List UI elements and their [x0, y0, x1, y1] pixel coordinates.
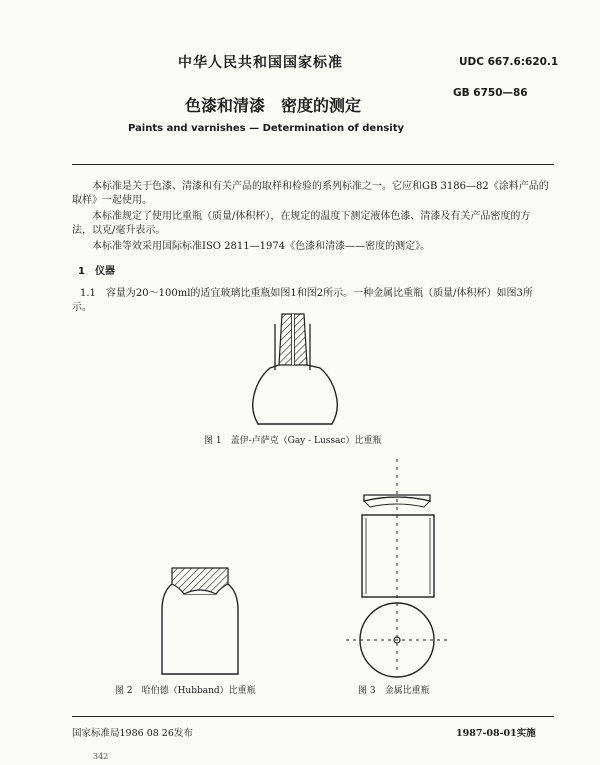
chinese-title: 色漆和清漆 密度的测定	[185, 96, 362, 115]
footer-rule	[72, 716, 554, 717]
header-rule	[72, 164, 554, 165]
figure-2-hubbard-pycnometer	[150, 560, 250, 678]
intro-paragraph-2: 本标准规定了使用比重瓶（质量/体积杯），在规定的温度下测定液体色漆、清漆及有关产品密度的方法，以克/毫升表示。	[72, 211, 531, 236]
figure-1-caption: 图 1 盖伊-卢萨克（Gay - Lussac）比重瓶	[204, 436, 382, 446]
figure-3-caption: 图 3 金属比重瓶	[358, 686, 430, 696]
section-heading: 1 仪器	[78, 266, 115, 277]
page-number: 342	[93, 752, 109, 761]
intro-paragraph-1: 本标准是关于色漆、清漆和有关产品的取样和检验的系列标准之一。它应和GB 3186—82《涂料产品的取样》一起使用。	[72, 181, 549, 206]
figure-2-caption: 图 2 哈伯德（Hubband）比重瓶	[115, 686, 256, 696]
gb-number: GB 6750—86	[453, 87, 528, 99]
effective-date: 1987-08-01实施	[456, 728, 536, 739]
standard-title: 中华人民共和国国家标准	[178, 55, 343, 71]
figure-1-gay-lussac-pycnometer	[240, 310, 350, 428]
intro-paragraph-3: 本标准等效采用国际标准ISO 2811—1974《色漆和清漆——密度的测定》。	[92, 241, 431, 252]
udc-code: UDC 667.6:620.1	[459, 56, 559, 68]
clause-1-1: 1.1 容量为20～100ml的适宜玻璃比重瓶如图1和图2所示。一种金属比重瓶（质量/体积杯）如图3所示。	[72, 288, 533, 313]
issued-date: 国家标准局1986 08 26发布	[72, 728, 193, 739]
figure-3-metal-pycnometer	[340, 455, 460, 680]
english-title: Paints and varnishes — Determination of density	[128, 123, 405, 134]
